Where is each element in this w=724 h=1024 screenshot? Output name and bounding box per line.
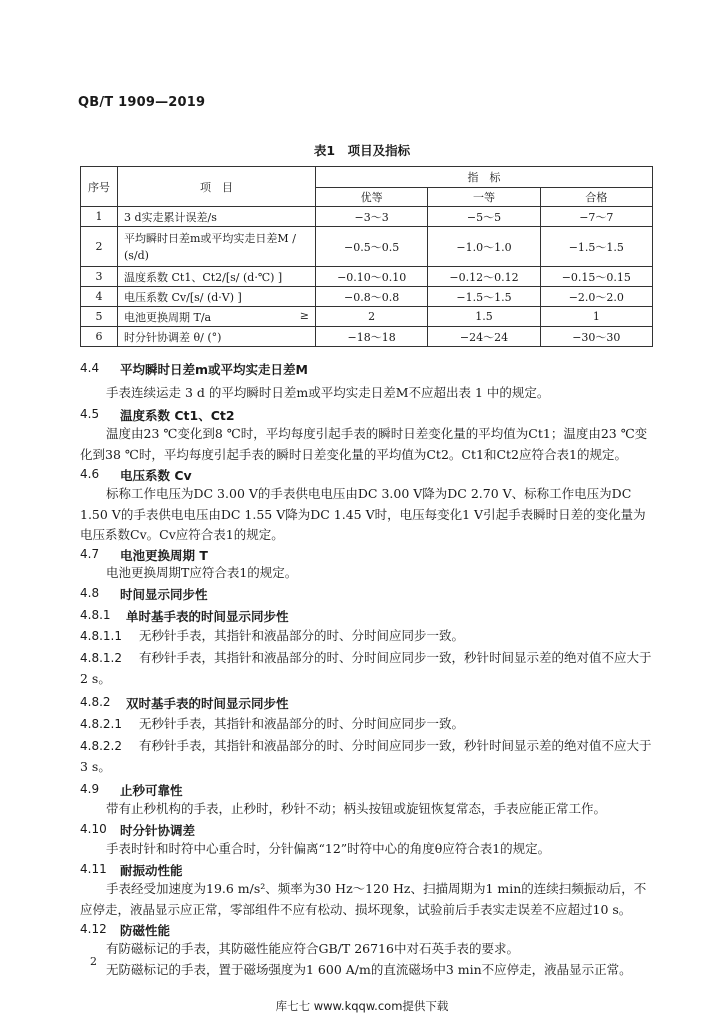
section-paragraph: 带有止秒机构的手表，止秒时，秒针不动；柄头按钮或旋钮恢复常态，手表应能正常工作。 <box>106 801 607 816</box>
section-paragraph: 无秒针手表，其指针和液晶部分的时、分时间应同步一致。 <box>139 628 465 643</box>
section-paragraph: 标称工作电压为DC 3.00 V的手表供电电压由DC 3.00 V降为DC 2.70 V、标称工作电压为DC 1.50 V的手表供电电压由DC 1.55 V降为DC 1.45 V时，电压每变化1 V引起手表瞬时日差的变化量为电压系数Cv。Cv应符合表1的规定。 <box>80 486 646 542</box>
section-number: 4.6 <box>80 467 100 481</box>
row-value: 2 <box>316 307 428 327</box>
section-title: 单时基手表的时间显示同步性 <box>126 609 289 624</box>
section-paragraph: 无防磁标记的手表，置于磁场强度为1 600 A/m的直流磁场中3 min不应停走，液晶显示正常。 <box>106 962 632 977</box>
row-no: 2 <box>81 227 118 267</box>
section-title: 电池更换周期 T <box>120 548 208 563</box>
table-header-row <box>81 167 653 188</box>
section-number: 4.5 <box>80 407 100 421</box>
row-value: 1.5 <box>428 307 540 327</box>
section-number: 4.12 <box>80 922 107 936</box>
grade-header: 优等 <box>316 188 428 207</box>
section-paragraph: 有秒针手表，其指针和液晶部分的时、分时间应同步一致，秒针时间显示差的绝对值不应大于 3 s。 <box>80 738 652 774</box>
ge-symbol: ≥ <box>299 308 309 322</box>
row-value: −3～3 <box>316 207 428 227</box>
section-number: 4.8 <box>80 586 100 600</box>
grade-header: 一等 <box>428 188 540 207</box>
section-number: 4.10 <box>80 822 107 836</box>
row-value: −1.0～1.0 <box>428 227 540 267</box>
section-number: 4.8.2.2 <box>80 739 122 753</box>
row-item: 电池更换周期 T/a <box>124 310 212 324</box>
row-value: −5～5 <box>428 207 540 227</box>
section-title: 温度系数 Ct1、Ct2 <box>120 408 235 423</box>
section-title: 时间显示同步性 <box>120 587 208 602</box>
row-value: −0.12～0.12 <box>428 267 540 287</box>
row-value: −0.15～0.15 <box>540 267 652 287</box>
row-no: 4 <box>81 287 118 307</box>
row-no: 5 <box>81 307 118 327</box>
section-number: 4.9 <box>80 782 100 796</box>
section-number: 4.7 <box>80 547 100 561</box>
section-paragraph: 电池更换周期T应符合表1的规定。 <box>106 565 298 580</box>
section-paragraph: 手表连续运走 3 d 的平均瞬时日差m或平均实走日差M不应超出表 1 中的规定。 <box>106 385 550 400</box>
section-title: 止秒可靠性 <box>120 783 183 798</box>
section-title: 防磁性能 <box>120 923 171 938</box>
section-paragraph: 手表经受加速度为19.6 m/s²、频率为30 Hz～120 Hz、扫描周期为1 min的连续扫频振动后，不应停走，液晶显示应正常，零部组件不应有松动、损坏现象，试验前后手表实走误差不应超过10 s。 <box>80 881 647 917</box>
row-value: −0.8～0.8 <box>316 287 428 307</box>
section-title: 平均瞬时日差m或平均实走日差M <box>120 362 308 377</box>
section-paragraph: 有秒针手表，其指针和液晶部分的时、分时间应同步一致，秒针时间显示差的绝对值不应大于 2 s。 <box>80 650 652 686</box>
row-value: 1 <box>540 307 652 327</box>
section-title: 双时基手表的时间显示同步性 <box>126 696 289 711</box>
grade-header: 合格 <box>540 188 652 207</box>
section-number: 4.8.1 <box>80 608 111 622</box>
section-paragraph: 无秒针手表，其指针和液晶部分的时、分时间应同步一致。 <box>139 716 465 731</box>
table-row <box>81 207 653 227</box>
section-number: 4.4 <box>80 361 100 375</box>
row-no: 6 <box>81 327 118 347</box>
row-value: −7～7 <box>540 207 652 227</box>
row-item: 电压系数 Cv/[s/ (d·V) ] <box>118 287 316 307</box>
row-item: 温度系数 Ct1、Ct2/[s/ (d·℃) ] <box>118 267 316 287</box>
section-number: 4.11 <box>80 862 107 876</box>
table-row <box>81 287 653 307</box>
page-number: 2 <box>90 955 97 968</box>
row-value: −2.0～2.0 <box>540 287 652 307</box>
row-value: −30～30 <box>540 327 652 347</box>
download-footer: 库七七 www.kqqw.com提供下载 <box>275 999 449 1013</box>
row-value: −0.10～0.10 <box>316 267 428 287</box>
section-number: 4.8.2.1 <box>80 717 122 731</box>
header-item: 项 目 <box>118 167 316 207</box>
row-value: −1.5～1.5 <box>540 227 652 267</box>
table-row <box>81 267 653 287</box>
header-index: 指 标 <box>316 167 653 188</box>
row-no: 3 <box>81 267 118 287</box>
section-title: 耐振动性能 <box>120 863 183 878</box>
header-no: 序号 <box>81 167 118 207</box>
row-item: 时分针协调差 θ/ (°) <box>118 327 316 347</box>
row-item: 3 d实走累计误差/s <box>118 207 316 227</box>
section-number: 4.8.2 <box>80 695 111 709</box>
table-row <box>81 307 653 327</box>
row-value: −18～18 <box>316 327 428 347</box>
table-caption: 表1 项目及指标 <box>313 143 411 158</box>
section-number: 4.8.1.2 <box>80 651 122 665</box>
row-item-cell <box>118 307 316 327</box>
section-title: 时分针协调差 <box>120 823 196 838</box>
spec-table <box>80 166 653 347</box>
row-value: −0.5～0.5 <box>316 227 428 267</box>
section-paragraph: 有防磁标记的手表，其防磁性能应符合GB/T 26716中对石英手表的要求。 <box>106 941 519 956</box>
section-title: 电压系数 Cv <box>120 468 192 483</box>
row-value: −24～24 <box>428 327 540 347</box>
section-number: 4.8.1.1 <box>80 629 122 643</box>
row-value: −1.5～1.5 <box>428 287 540 307</box>
table-row <box>81 327 653 347</box>
row-item: 平均瞬时日差m或平均实走日差M / (s/d) <box>118 227 316 267</box>
section-paragraph: 手表时针和时符中心重合时，分针偏离“12”时符中心的角度θ应符合表1的规定。 <box>106 841 551 856</box>
standard-number: QB/T 1909—2019 <box>78 95 206 110</box>
table-row <box>81 227 653 267</box>
row-no: 1 <box>81 207 118 227</box>
section-paragraph: 温度由23 ℃变化到8 ℃时，平均每度引起手表的瞬时日差变化量的平均值为Ct1；温度由23 ℃变化到38 ℃时，平均每度引起手表的瞬时日差变化量的平均值为Ct2。Ct1和Ct2应符合表1的规定。 <box>80 426 648 462</box>
